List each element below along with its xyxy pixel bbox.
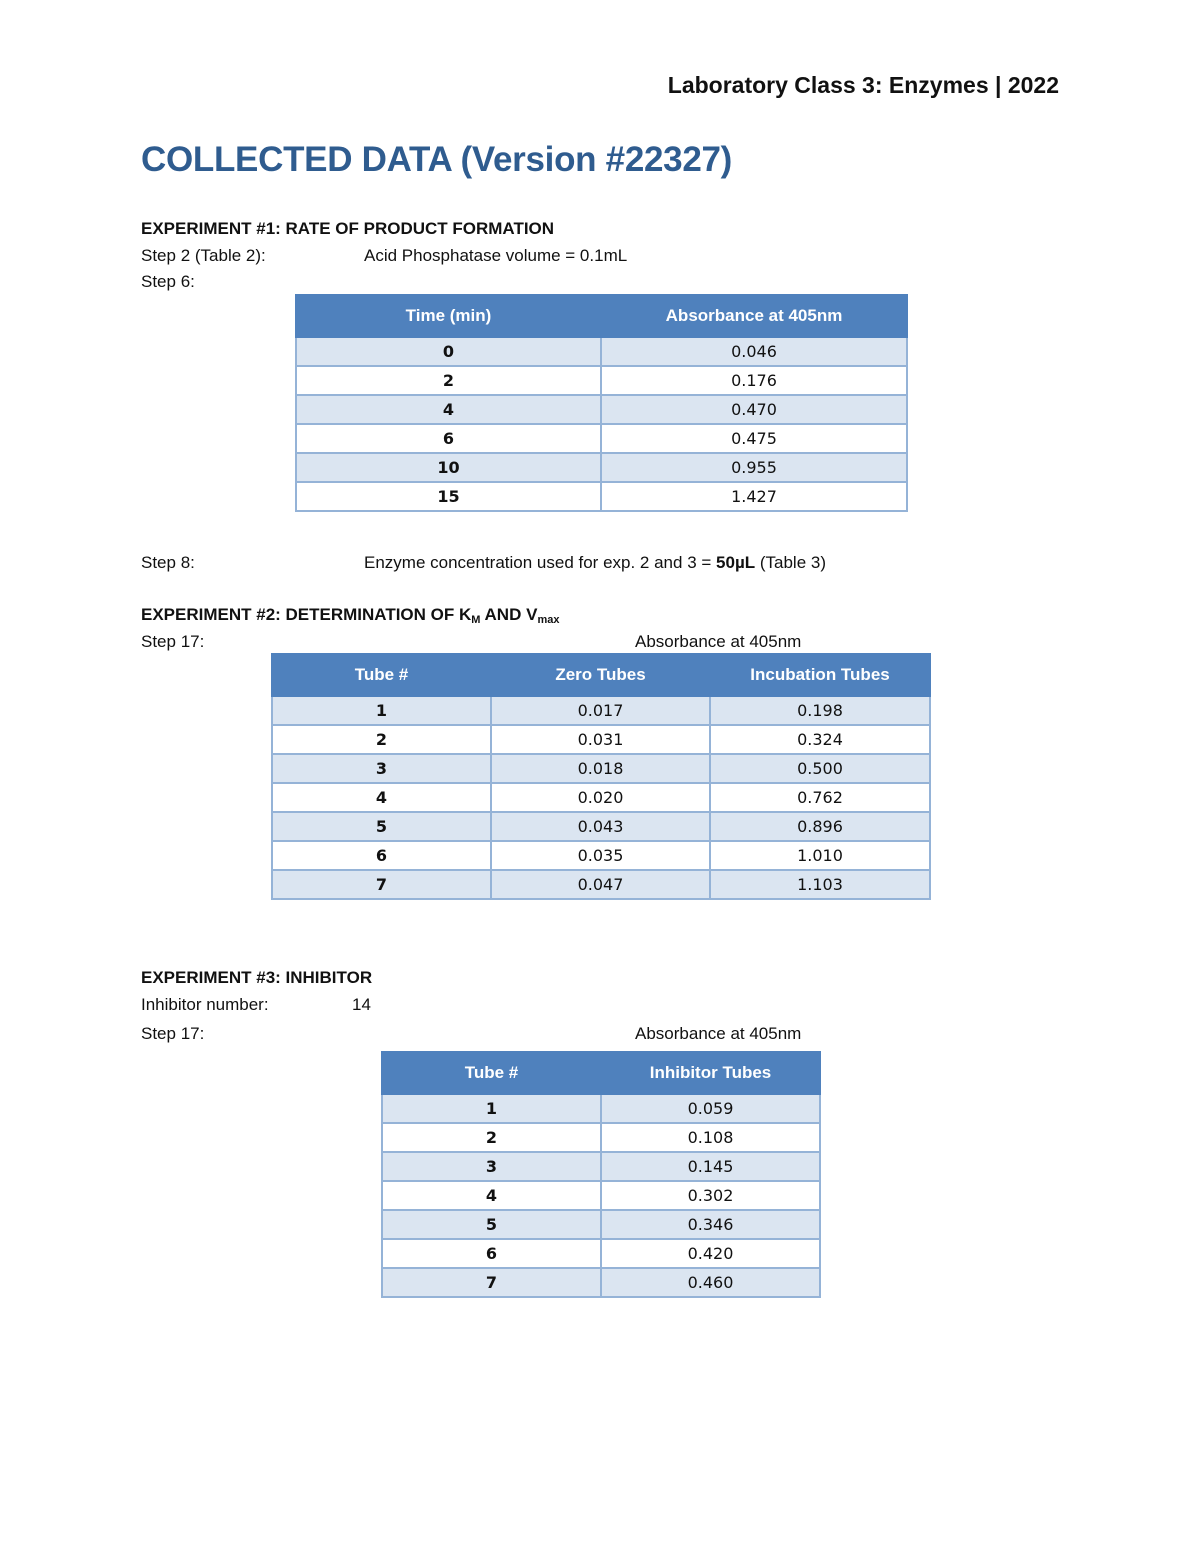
exp3-inhibitor-value: 14 xyxy=(352,995,371,1014)
value-cell: 0.047 xyxy=(491,870,710,899)
row-key-cell: 6 xyxy=(272,841,491,870)
column-header: Tube # xyxy=(272,654,491,696)
value-cell: 0.500 xyxy=(710,754,930,783)
column-header: Absorbance at 405nm xyxy=(601,295,907,337)
table-row xyxy=(382,1268,820,1297)
row-key-cell: 7 xyxy=(382,1268,601,1297)
value-cell: 1.103 xyxy=(710,870,930,899)
value-cell: 0.035 xyxy=(491,841,710,870)
table-row xyxy=(272,783,930,812)
value-cell: 1.427 xyxy=(601,482,907,511)
column-header: Time (min) xyxy=(296,295,601,337)
exp3-absorbance-label: Absorbance at 405nm xyxy=(635,1024,802,1043)
table-row xyxy=(272,812,930,841)
value-cell: 0.302 xyxy=(601,1181,820,1210)
value-cell: 0.896 xyxy=(710,812,930,841)
value-cell: 0.762 xyxy=(710,783,930,812)
row-key-cell: 5 xyxy=(382,1210,601,1239)
table-row xyxy=(296,366,907,395)
vmax-subscript: max xyxy=(537,614,560,626)
column-header: Inhibitor Tubes xyxy=(601,1052,820,1094)
column-header: Incubation Tubes xyxy=(710,654,930,696)
row-key-cell: 4 xyxy=(296,395,601,424)
row-key-cell: 2 xyxy=(272,725,491,754)
exp1-step2-label: Step 2 (Table 2): xyxy=(141,246,266,265)
exp2-table xyxy=(271,653,931,900)
exp2-step17-label: Step 17: xyxy=(141,632,205,651)
table-row xyxy=(296,337,907,366)
exp1-step8-label: Step 8: xyxy=(141,553,195,572)
value-cell: 0.460 xyxy=(601,1268,820,1297)
table-row xyxy=(382,1094,820,1123)
row-key-cell: 5 xyxy=(272,812,491,841)
row-key-cell: 4 xyxy=(382,1181,601,1210)
exp2-heading xyxy=(141,605,559,626)
value-cell: 0.470 xyxy=(601,395,907,424)
exp2-absorbance-label: Absorbance at 405nm xyxy=(635,632,802,651)
row-key-cell: 1 xyxy=(382,1094,601,1123)
table-row xyxy=(272,841,930,870)
row-key-cell: 3 xyxy=(382,1152,601,1181)
row-key-cell: 7 xyxy=(272,870,491,899)
value-cell: 0.059 xyxy=(601,1094,820,1123)
step8-prefix: Enzyme concentration used for exp. 2 and 3 = xyxy=(364,553,717,572)
value-cell: 1.010 xyxy=(710,841,930,870)
row-key-cell: 15 xyxy=(296,482,601,511)
document-title: COLLECTED DATA (Version #22327) xyxy=(141,140,733,179)
value-cell: 0.020 xyxy=(491,783,710,812)
exp1-step8-text xyxy=(364,553,826,573)
value-cell: 0.145 xyxy=(601,1152,820,1181)
table-header-row xyxy=(272,654,930,696)
row-key-cell: 4 xyxy=(272,783,491,812)
table-row xyxy=(272,870,930,899)
exp1-table xyxy=(295,294,908,512)
table-row xyxy=(382,1152,820,1181)
value-cell: 0.955 xyxy=(601,453,907,482)
step8-enzyme-volume: 50µL xyxy=(716,553,756,572)
row-key-cell: 2 xyxy=(382,1123,601,1152)
value-cell: 0.108 xyxy=(601,1123,820,1152)
km-subscript: M xyxy=(471,614,481,626)
row-key-cell: 2 xyxy=(296,366,601,395)
value-cell: 0.031 xyxy=(491,725,710,754)
table-header-row xyxy=(296,295,907,337)
value-cell: 0.198 xyxy=(710,696,930,725)
page-header: Laboratory Class 3: Enzymes | 2022 xyxy=(667,72,1059,98)
table-row xyxy=(272,696,930,725)
table-row xyxy=(296,424,907,453)
exp3-inhibitor-label: Inhibitor number: xyxy=(141,995,269,1014)
column-header: Zero Tubes xyxy=(491,654,710,696)
exp2-heading-mid: AND V xyxy=(480,605,538,624)
value-cell: 0.176 xyxy=(601,366,907,395)
value-cell: 0.046 xyxy=(601,337,907,366)
table-row xyxy=(382,1239,820,1268)
table-row xyxy=(272,754,930,783)
exp3-step17-label: Step 17: xyxy=(141,1024,205,1043)
table-row xyxy=(382,1210,820,1239)
row-key-cell: 6 xyxy=(382,1239,601,1268)
row-key-cell: 1 xyxy=(272,696,491,725)
row-key-cell: 6 xyxy=(296,424,601,453)
value-cell: 0.475 xyxy=(601,424,907,453)
exp3-table xyxy=(381,1051,821,1298)
exp1-step2-value: Acid Phosphatase volume = 0.1mL xyxy=(364,246,628,265)
value-cell: 0.017 xyxy=(491,696,710,725)
value-cell: 0.043 xyxy=(491,812,710,841)
column-header: Tube # xyxy=(382,1052,601,1094)
step8-suffix: (Table 3) xyxy=(755,553,826,572)
value-cell: 0.018 xyxy=(491,754,710,783)
exp2-heading-prefix: EXPERIMENT #2: DETERMINATION OF K xyxy=(141,605,472,624)
value-cell: 0.420 xyxy=(601,1239,820,1268)
value-cell: 0.324 xyxy=(710,725,930,754)
table-row xyxy=(382,1181,820,1210)
row-key-cell: 3 xyxy=(272,754,491,783)
table-row xyxy=(296,453,907,482)
table-row xyxy=(272,725,930,754)
table-header-row xyxy=(382,1052,820,1094)
row-key-cell: 0 xyxy=(296,337,601,366)
value-cell: 0.346 xyxy=(601,1210,820,1239)
table-row xyxy=(296,395,907,424)
table-row xyxy=(382,1123,820,1152)
row-key-cell: 10 xyxy=(296,453,601,482)
exp1-step6-label: Step 6: xyxy=(141,272,195,291)
exp1-heading: EXPERIMENT #1: RATE OF PRODUCT FORMATION xyxy=(141,219,555,238)
table-row xyxy=(296,482,907,511)
exp3-heading: EXPERIMENT #3: INHIBITOR xyxy=(141,968,373,987)
